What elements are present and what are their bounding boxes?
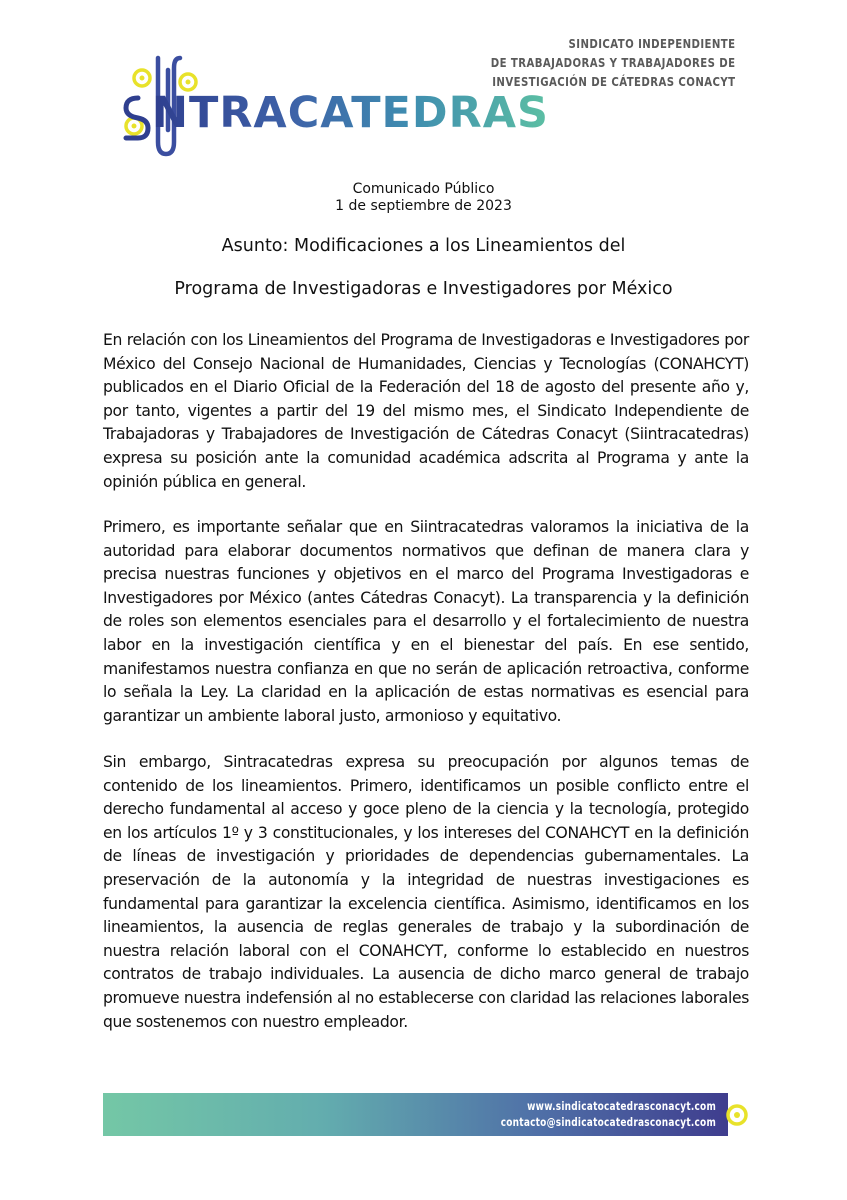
body-paragraph-3: Sin embargo, Sintracatedras expresa su preocupación por algunos temas de contenido de los lineamientos. Primero, identificamos un posible conflicto entre el derecho fundamental al acceso y goce pleno de la ciencia y la tecnología, protegido en los artículos 1º y 3 constitucionales, y los intereses del CONAHCYT en la definición de líneas de investigación y prioridades de dependencias gubernamentales. La preservación de la autonomía y la integridad de nuestras investigaciones es fundamental para garantizar la excelencia científica. Asimismo, identificamos en los lineamientos, la ausencia de reglas generales de trabajo y la subordinación de nuestra relación laboral con el CONAHCYT, conforme lo establecido en nuestros contratos de trabajo individuales. La ausencia de dicho marco general de trabajo promueve nuestra indefensión al no establecerse con claridad las relaciones laborales que sostenemos con nuestro empleador. bbox=[103, 753, 749, 1031]
footer-contact bbox=[501, 1098, 716, 1130]
org-line-1: SINDICATO INDEPENDIENTE bbox=[568, 36, 735, 51]
footer-website-link[interactable]: www.sindicatocatedrasconacyt.com bbox=[527, 1099, 716, 1113]
subject-line-2: Programa de Investigadoras e Investigadores por México bbox=[174, 279, 673, 299]
subject-line-1: Asunto: Modificaciones a los Lineamientos del bbox=[221, 236, 626, 256]
organization-name bbox=[490, 34, 735, 91]
siintracatedras-logo bbox=[118, 50, 549, 160]
org-line-2: DE TRABAJADORAS Y TRABAJADORES DE bbox=[490, 55, 735, 70]
body-paragraph-1: En relación con los Lineamientos del Programa de Investigadoras e Investigadores por México del Consejo Nacional de Humanidades, Ciencias y Tecnologías (CONAHCYT) publicados en el Diario Oficial de la Federación del 18 de agosto del presente año y, por tanto, vigentes a partir del 19 del mismo mes, el Sindicato Independiente de Trabajadoras y Trabajadores de Investigación de Cátedras Conacyt (Siintracatedras) expresa su posición ante la comunidad académica adscrita al Programa y ante la opinión pública en general. bbox=[103, 331, 749, 491]
footer-ring-icon bbox=[725, 1103, 749, 1127]
org-line-3: INVESTIGACIÓN DE CÁTEDRAS CONACYT bbox=[491, 74, 735, 89]
document-date: 1 de septiembre de 2023 bbox=[335, 198, 512, 214]
footer-email-link[interactable]: contacto@sindicatocatedrasconacyt.com bbox=[500, 1115, 716, 1129]
body-paragraph-2: Primero, es importante señalar que en Siintracatedras valoramos la iniciativa de la autoridad para elaborar documentos normativos que definan de manera clara y precisa nuestras funciones y objetivos en el marco del Programa Investigadoras e Investigadores por México (antes Cátedras Conacyt). La transparencia y la definición de roles son elementos esenciales para el desarrollo y el fortalecimiento de nuestra labor en la investigación científica y en el bienestar del país. En ese sentido, manifestamos nuestra confianza en que no serán de aplicación retroactiva, conforme lo señala la Ley. La claridad en la aplicación de estas normativas es esencial para garantizar un ambiente laboral justo, armonioso y equitativo. bbox=[103, 518, 749, 725]
logo-wordmark: NTRACATEDRAS bbox=[152, 88, 549, 138]
footer-bar bbox=[103, 1093, 728, 1136]
document-kind: Comunicado Público bbox=[352, 181, 495, 197]
